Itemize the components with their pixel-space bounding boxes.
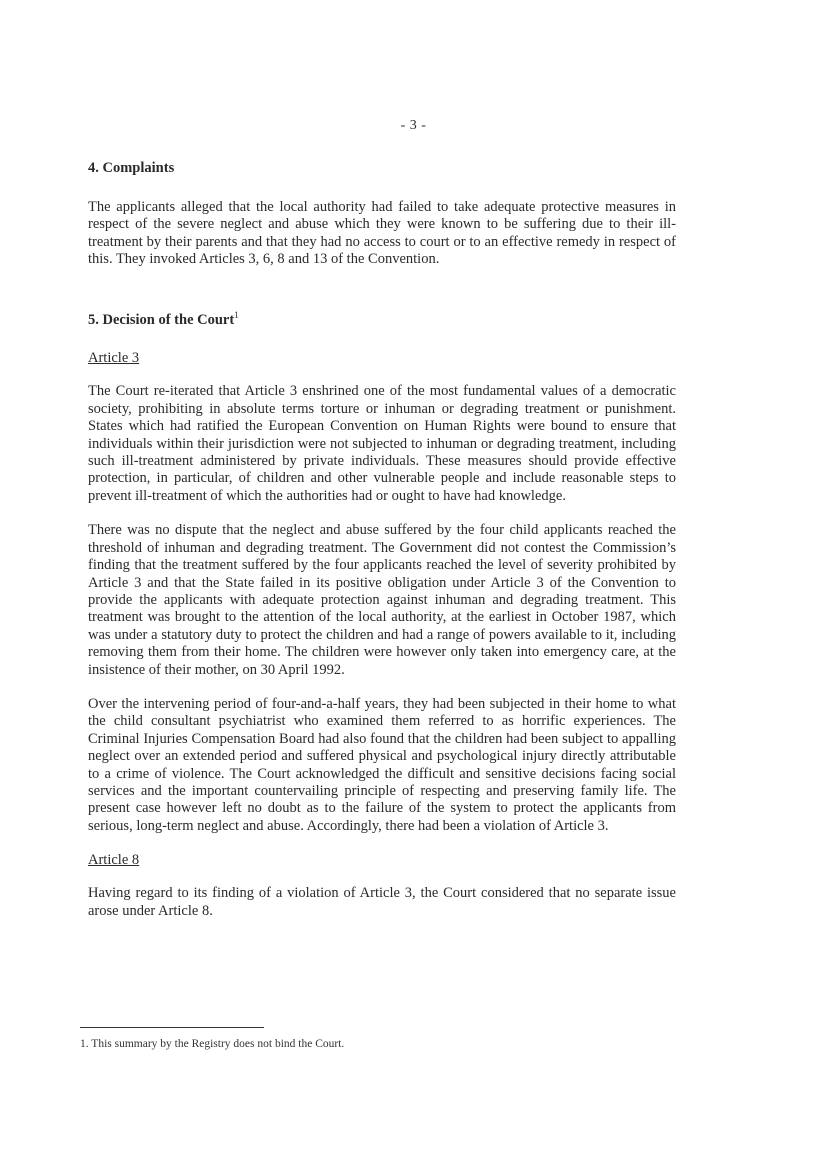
complaints-heading: 4. Complaints: [88, 160, 175, 176]
article3-heading: Article 3: [88, 350, 140, 367]
article3-paragraph-3: Over the intervening period of four-and-a-half years, they had been subjected in their home to what the child consultant psychiatrist who examined them referred to as horrific experiences. The Criminal Injuries Compensation Board had also found that the children had been subject to appalling neglect over an extended period and suffered physical and psychological injury directly attributable to a crime of violence. The Court acknowledged the difficult and sensitive decisions facing social services and the important countervailing principle of respecting and preserving family life. The present case however left no doubt as to the failure of the system to protect the applicants from serious, long-term neglect and abuse. Accordingly, there had been a violation of Article 3.: [88, 695, 676, 834]
decision-heading-text: 5. Decision of the Court: [88, 311, 235, 328]
decision-heading: [88, 310, 676, 329]
section-spacer: [88, 286, 676, 310]
footnote-marker: 1: [234, 309, 239, 320]
article3-paragraph-1: The Court re-iterated that Article 3 enshrined one of the most fundamental values of a democratic society, prohibiting in absolute terms torture or inhuman or degrading treatment or punishment. States which had ratified the European Convention on Human Rights were bound to ensure that individuals within their jurisdiction were not subjected to inhuman or degrading treatment, including such ill-treatment administered by private individuals. These measures should provide effective protection, in particular, of children and other vulnerable people and include reasonable steps to prevent ill-treatment of which the authorities had or ought to have had knowledge.: [88, 383, 676, 504]
footnote-text: 1. This summary by the Registry does not bind the Court.: [80, 1038, 345, 1050]
article3-paragraph-2: There was no dispute that the neglect and abuse suffered by the four child applicants reached the threshold of inhuman and degrading treatment. The Government did not contest the Commission’s finding that the treatment suffered by the four applicants reached the level of severity prohibited by Article 3 and that the State failed in its positive obligation under Article 3 of the Convention to provide the applicants with adequate protection against inhuman and degrading treatment. This treatment was brought to the attention of the local authority, at the earliest in October 1987, which was under a statutory duty to protect the children and had a range of powers available to it, including removing them from their home. The children were however only taken into emergency care, at the insistence of their mother, on 30 April 1992.: [88, 522, 676, 678]
page-content: [88, 160, 676, 937]
complaints-paragraph: The applicants alleged that the local authority had failed to take adequate protective measures in respect of the severe neglect and abuse which they were known to be suffering due to their ill-treatment by their parents and that they had no access to court or to an effective remedy in respect of this. They invoked Articles 3, 6, 8 and 13 of the Convention.: [88, 199, 676, 268]
article8-paragraph: Having regard to its finding of a violation of Article 3, the Court considered that no separate issue arose under Article 8.: [88, 885, 676, 919]
page-number: - 3 -: [400, 118, 427, 133]
footnote-divider: [80, 1027, 264, 1028]
article8-heading: Article 8: [88, 852, 140, 869]
